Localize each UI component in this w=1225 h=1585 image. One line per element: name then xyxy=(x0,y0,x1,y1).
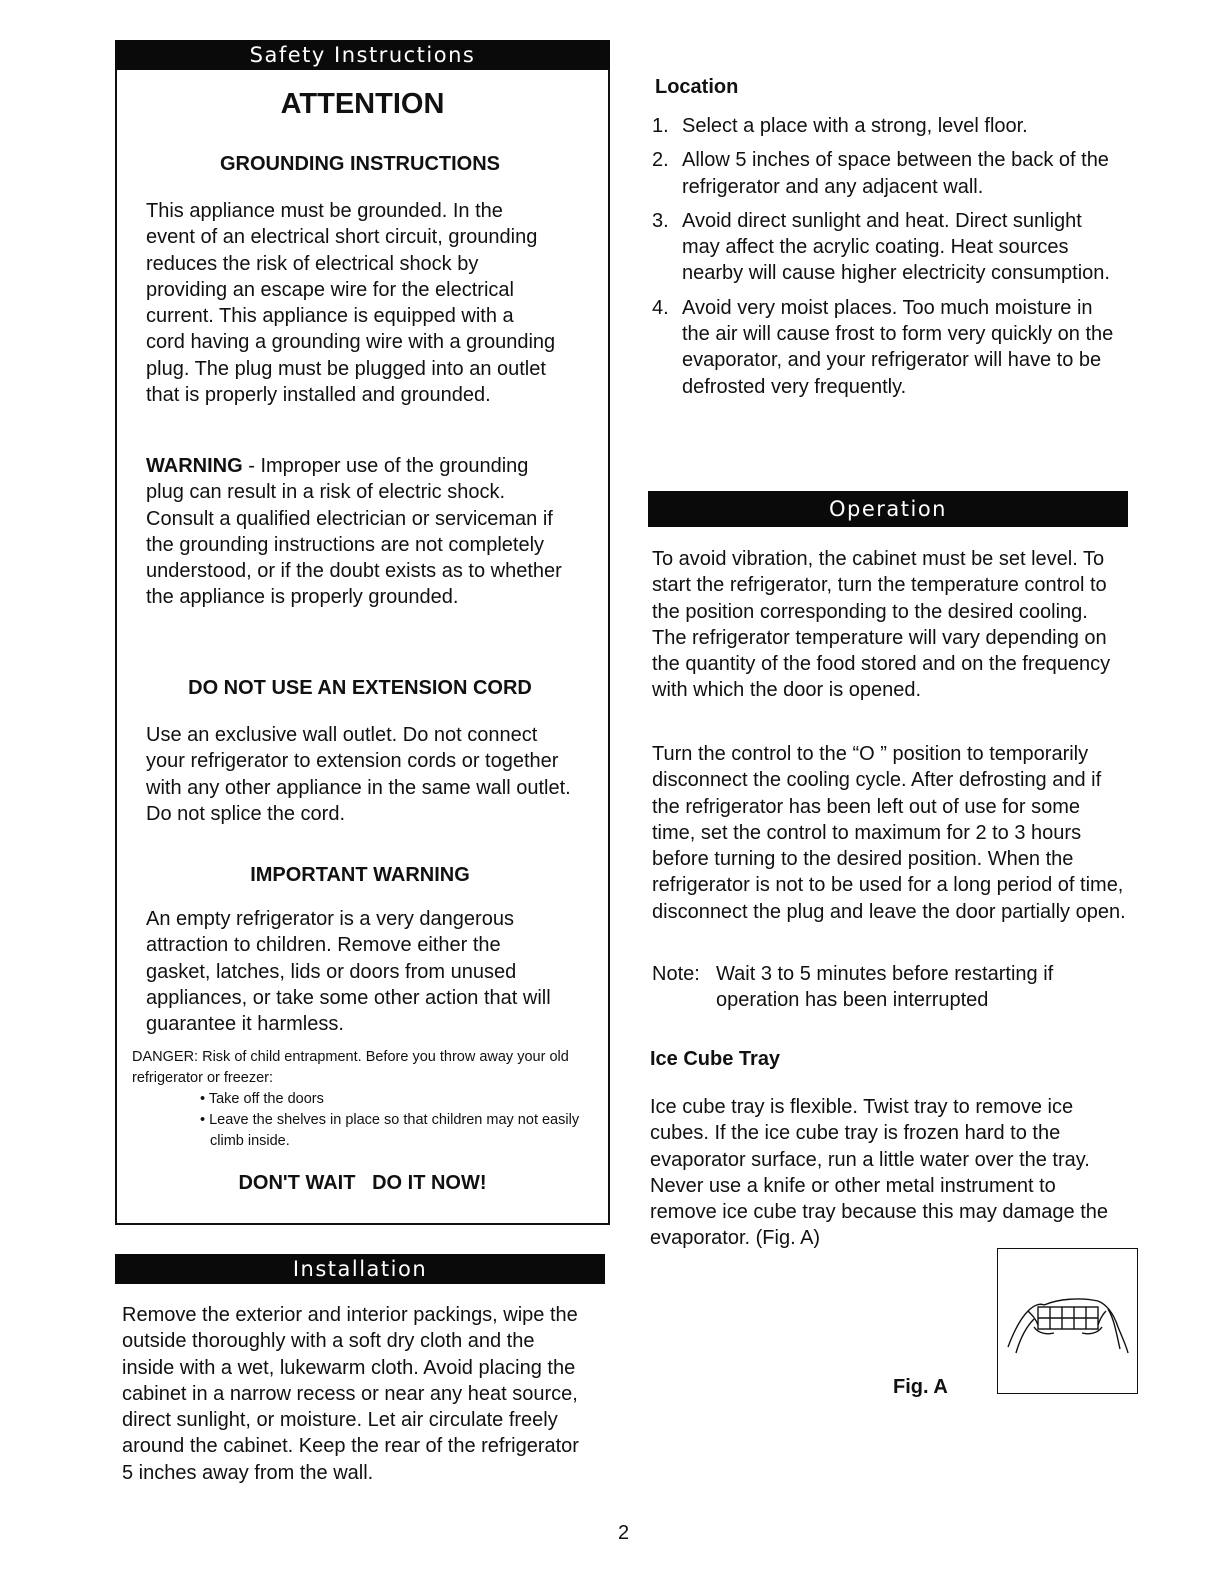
location-heading: Location xyxy=(655,76,739,98)
warning-paragraph xyxy=(146,453,571,611)
ice-cube-tray-heading: Ice Cube Tray xyxy=(650,1048,781,1070)
important-warning-heading: IMPORTANT WARNING xyxy=(250,864,470,886)
safety-instructions-header: Safety Instructions xyxy=(115,40,610,70)
attention-title: ATTENTION xyxy=(280,88,445,120)
figure-a-frame xyxy=(997,1248,1138,1394)
list-item: 1. Select a place with a strong, level floor. xyxy=(652,115,1028,137)
installation-text: Remove the exterior and interior packings, wipe the outside thoroughly with a soft dry cloth and the inside with a wet, lukewarm cloth. Avoid placing the cabinet in a narrow recess or near any heat source, direct sunlight, or moisture. Let air circulate freely around the cabinet. Keep the rear of the refrigerator 5 inches away from the wall. xyxy=(122,1304,579,1484)
dont-wait-heading: DON'T WAIT DO IT NOW! xyxy=(238,1172,487,1194)
ice-cube-tray-text: Ice cube tray is flexible. Twist tray to remove ice cubes. If the ice cube tray is frozen hard to the evaporator surface, run a little water over the tray. Never use a knife or other metal instrument to remove ice cube tray because this may damage the evaporator. (Fig. A) xyxy=(650,1096,1109,1250)
extension-cord-heading: DO NOT USE AN EXTENSION CORD xyxy=(188,677,532,699)
operation-header: Operation xyxy=(648,491,1128,527)
list-item: 2. Allow 5 inches of space between the back of the refrigerator and any adjacent wall. xyxy=(652,149,1109,198)
note-label: Note: xyxy=(652,963,700,985)
extension-cord-text: Use an exclusive wall outlet. Do not connect your refrigerator to extension cords or together with any other appliance in the same wall outlet. Do not splice the cord. xyxy=(146,724,571,825)
grounding-text: This appliance must be grounded. In the event of an electrical short circuit, grounding reduces the risk of electrical shock by providing an escape wire for the electrical current. This appliance is equipped with a cord having a grounding wire with a grounding plug. The plug must be plugged into an outlet that is properly installed and grounded. xyxy=(146,200,556,407)
grounding-heading: GROUNDING INSTRUCTIONS xyxy=(220,153,500,175)
list-item: 4. Avoid very moist places. Too much moisture in the air will cause frost to form very quickly on the evaporator, and your refrigerator will have to be defrosted very frequently. xyxy=(652,296,1114,398)
danger-text: DANGER: Risk of child entrapment. Before you throw away your old refrigerator or freezer: xyxy=(132,1049,569,1086)
operation-paragraph-1: To avoid vibration, the cabinet must be set level. To start the refrigerator, turn the temperature control to the position corresponding to the desired cooling. The refrigerator temperature will vary depending on the quantity of the food stored and on the frequency with which the door is opened. xyxy=(652,548,1111,702)
figure-a-label: Fig. A xyxy=(893,1376,948,1398)
note-text: Wait 3 to 5 minutes before restarting if operation has been interrupted xyxy=(716,963,1054,1012)
list-item: 3. Avoid direct sunlight and heat. Direct sunlight may affect the acrylic coating. Heat sources nearby will cause higher electricity consumption. xyxy=(652,209,1110,285)
important-warning-text: An empty refrigerator is a very dangerous attraction to children. Remove either the gasket, latches, lids or doors from unused appliances, or take some other action that will guarantee it harmless. xyxy=(146,908,551,1036)
page-number: 2 xyxy=(618,1522,630,1544)
warning-label: WARNING xyxy=(146,455,243,477)
ice-cube-tray-illustration xyxy=(998,1249,1137,1393)
operation-paragraph-2: Turn the control to the “O ” position to temporarily disconnect the cooling cycle. After defrosting and if the refrigerator has been left out of use for some time, set the control to maximum for 2 to 3 hours before turning to the desired position. When the refrigerator is not to be used for a long period of time, disconnect the plug and leave the door partially open. xyxy=(652,743,1126,923)
danger-bullet-item: • Take off the doors xyxy=(200,1091,324,1107)
danger-bullet-list xyxy=(200,1089,590,1152)
location-list xyxy=(652,113,1122,408)
danger-bullet-item: • Leave the shelves in place so that children may not easily climb inside. xyxy=(200,1112,580,1149)
warning-text: - Improper use of the grounding plug can result in a risk of electric shock. Consult a qualified electrician or serviceman if the grounding instructions are not completely understood, or if the doubt exists as to whether the appliance is properly grounded. xyxy=(146,455,562,609)
installation-header: Installation xyxy=(115,1254,605,1284)
